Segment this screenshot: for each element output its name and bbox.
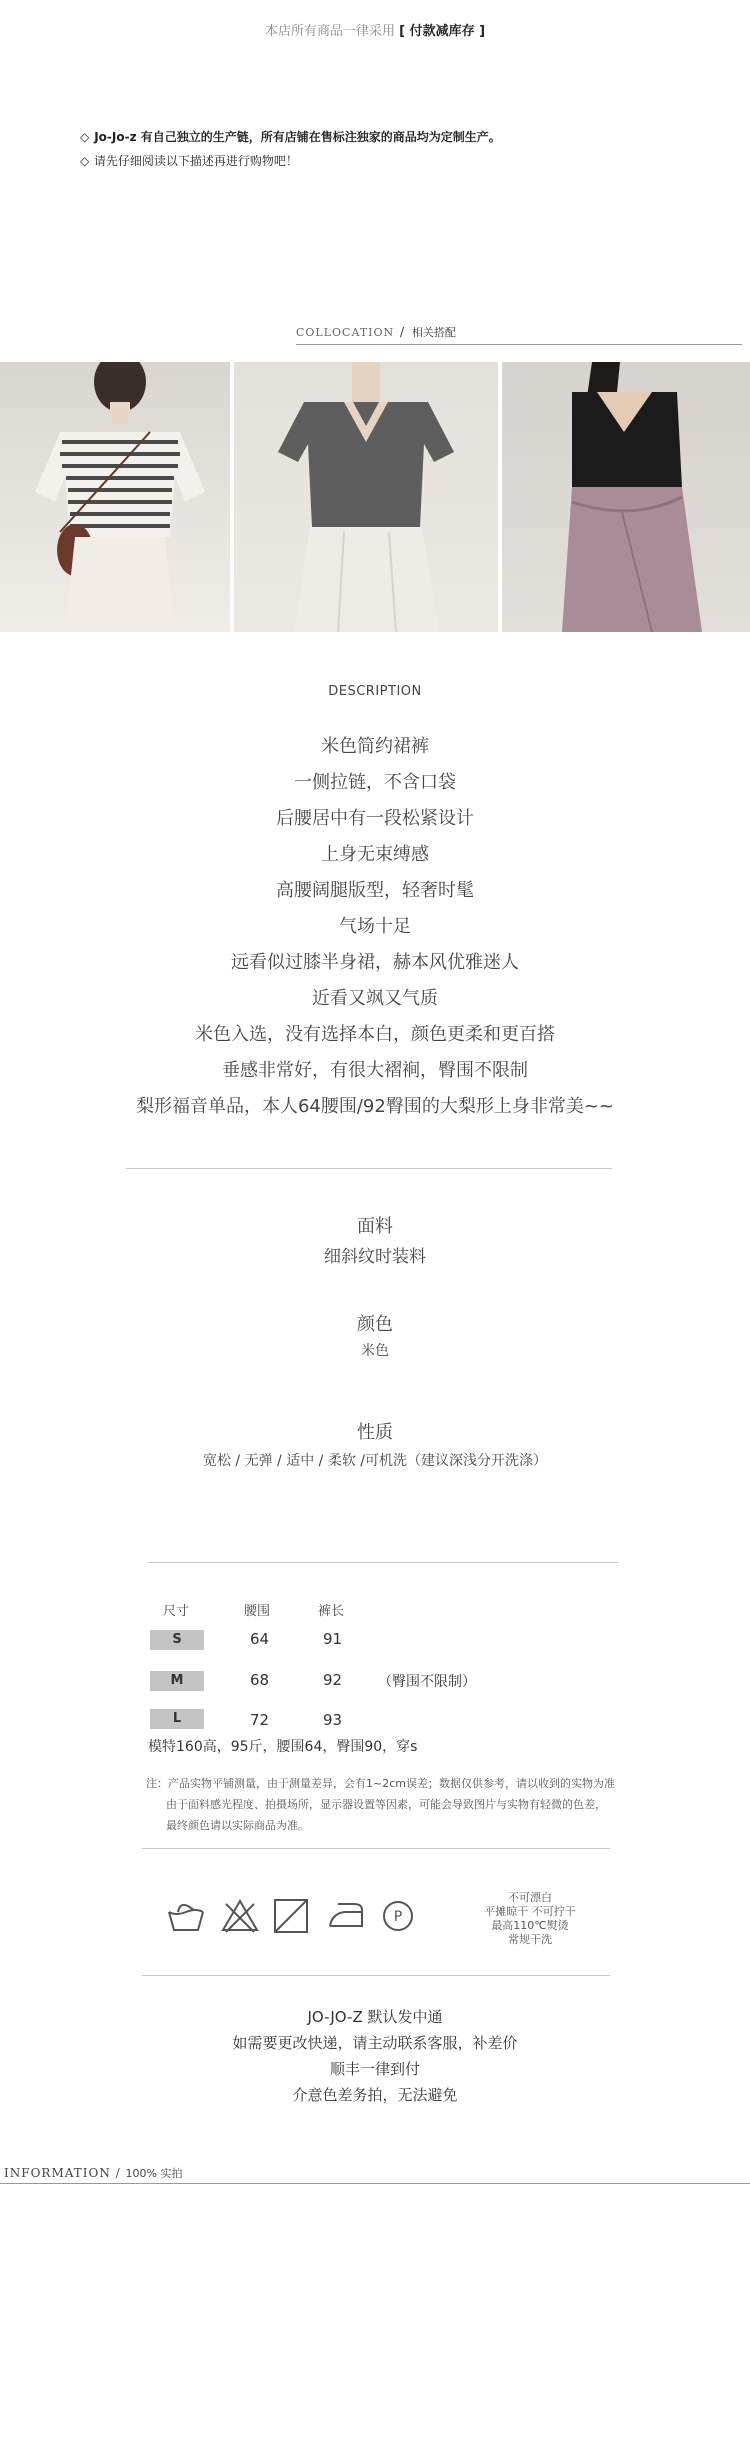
top-notice-highlight: [ 付款减库存 ] <box>399 24 486 39</box>
collocation-header <box>296 324 456 340</box>
polo-top-illustration <box>234 362 498 632</box>
description-line: 一侧拉链，不含口袋 <box>294 772 456 793</box>
fabric-value: 细斜纹时装料 <box>324 1247 426 1267</box>
information-cn: 100% 实拍 <box>125 2167 183 2180</box>
texture-value: 宽松 / 无弹 / 适中 / 柔软 /可机洗（建议深浅分开洗涤） <box>202 1453 548 1469</box>
color-label: 颜色 <box>357 1314 393 1335</box>
description-line: 上身无束缚感 <box>321 844 429 865</box>
section-divider <box>126 1168 612 1169</box>
fabric-label: 面料 <box>357 1216 393 1237</box>
description-line: 米色简约裙裤 <box>321 736 429 757</box>
description-line: 米色入选，没有选择本白，颜色更柔和更百搭 <box>195 1024 555 1045</box>
dry-clean-p-icon <box>378 1898 418 1934</box>
description-title: DESCRIPTION <box>328 684 422 699</box>
care-instructions <box>470 1891 590 1947</box>
collocation-divider <box>296 344 742 345</box>
note-line: 最终颜色请以实际商品为准。 <box>166 1819 309 1832</box>
model-measurements: 模特160高，95斤，腰围64，臀围90，穿s <box>148 1739 418 1755</box>
size-header-size: 尺寸 <box>163 1604 190 1619</box>
diamond-bullet-icon: ◇ <box>80 130 90 144</box>
description-line: 后腰居中有一段松紧设计 <box>276 808 474 829</box>
hand-wash-icon <box>166 1898 206 1934</box>
outfit-photo-striped-tee[interactable] <box>0 362 230 632</box>
top-notice-prefix: 本店所有商品一律采用 <box>264 24 395 39</box>
description-line: 垂感非常好，有很大褶裥，臀围不限制 <box>222 1060 528 1081</box>
care-line: 平摊晾干 不可拧干 <box>484 1905 576 1918</box>
waist-value: 64 <box>250 1630 270 1648</box>
size-header-length: 裤长 <box>318 1604 345 1619</box>
measurement-note <box>146 1773 616 1836</box>
description-line: 远看似过膝半身裙，赫本风优雅迷人 <box>231 952 519 973</box>
description-line: 气场十足 <box>339 916 411 937</box>
size-badge-m: M <box>150 1671 204 1691</box>
length-value: 92 <box>323 1671 343 1689</box>
size-badge-s: S <box>150 1630 204 1650</box>
diamond-bullet-icon: ◇ <box>80 154 90 168</box>
information-separator: / <box>115 2166 121 2180</box>
black-top-illustration <box>502 362 750 632</box>
shipping-line: 如需要更改快递，请主动联系客服，补差价 <box>232 2034 518 2052</box>
length-value: 93 <box>323 1711 343 1729</box>
hip-note: （臀围不限制） <box>378 1674 476 1690</box>
size-header-waist: 腰围 <box>244 1604 271 1619</box>
note-line: 由于面料感光程度、拍摄场所，显示器设置等因素，可能会导致图片与实物有轻微的色差， <box>166 1798 606 1811</box>
information-divider <box>0 2183 750 2184</box>
bullet-read-first <box>80 152 298 169</box>
outfit-photo-polo-top[interactable] <box>234 362 498 632</box>
collocation-cn: 相关搭配 <box>411 326 456 339</box>
section-divider <box>142 1975 610 1976</box>
color-value: 米色 <box>361 1343 389 1359</box>
bullet-text: Jo-Jo-z 有自己独立的生产链，所有店铺在售标注独家的商品均为定制生产。 <box>94 130 501 144</box>
iron-icon <box>326 1898 366 1934</box>
description-line: 高腰阔腿版型，轻奢时髦 <box>276 880 474 901</box>
care-line: 常规干洗 <box>508 1933 552 1946</box>
line-dry-icon <box>272 1898 312 1934</box>
waist-value: 72 <box>250 1711 270 1729</box>
length-value: 91 <box>323 1630 343 1648</box>
waist-value: 68 <box>250 1671 270 1689</box>
shipping-line: JO-JO-Z 默认发中通 <box>307 2008 443 2026</box>
information-en: INFORMATION <box>4 2166 111 2180</box>
section-divider <box>148 1562 618 1563</box>
care-line: 不可漂白 <box>508 1891 552 1904</box>
section-divider <box>142 1848 610 1849</box>
note-line: 注：产品实物平铺测量，由于测量差异，会有1~2cm误差；数据仅供参考，请以收到的实物为准 <box>146 1777 615 1790</box>
no-bleach-icon <box>220 1898 260 1934</box>
collocation-separator: / <box>399 325 407 339</box>
bullet-exclusive <box>80 128 501 145</box>
outfit-photo-black-top[interactable] <box>502 362 750 632</box>
description-line: 梨形福音单品，本人64腰围/92臀围的大梨形上身非常美~~ <box>135 1096 615 1117</box>
information-header <box>4 2165 182 2181</box>
shipping-line: 介意色差务拍，无法避免 <box>292 2086 458 2104</box>
size-badge-l: L <box>150 1709 204 1729</box>
shipping-line: 顺丰一律到付 <box>329 2060 420 2078</box>
bullet-text: 请先仔细阅读以下描述再进行购物吧！ <box>93 154 298 168</box>
description-line: 近看又飒又气质 <box>312 988 438 1009</box>
svg-text:P: P <box>393 1909 403 1925</box>
top-notice <box>0 20 750 39</box>
texture-label: 性质 <box>357 1422 393 1443</box>
care-line: 最高110℃熨烫 <box>491 1919 569 1932</box>
striped-tee-illustration <box>0 362 230 632</box>
collocation-en: COLLOCATION <box>296 326 395 339</box>
